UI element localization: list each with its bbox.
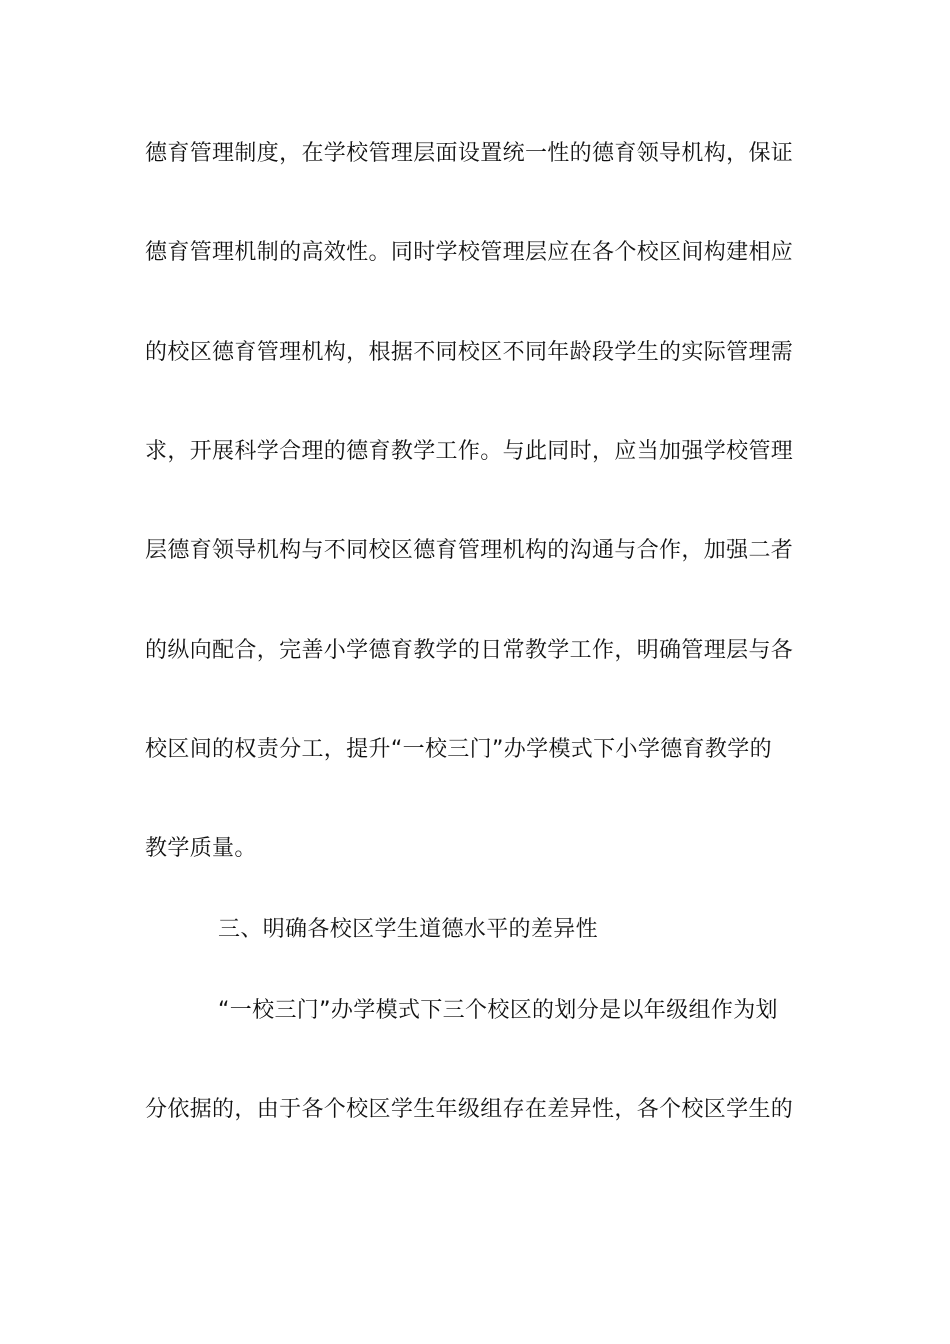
paragraph-1-line-1: 德育管理制度，在学校管理层面设置统一性的德育领导机构，保证 (145, 141, 794, 166)
paragraph-1-line-3: 的校区德育管理机构，根据不同校区不同年龄段学生的实际管理需 (145, 340, 794, 365)
paragraph-1-line-5: 层德育领导机构与不同校区德育管理机构的沟通与合作，加强二者 (145, 538, 794, 563)
paragraph-1-line-7: 校区间的权责分工，提升“一校三门”办学模式下小学德育教学的 (145, 737, 772, 762)
paragraph-1-line-6: 的纵向配合，完善小学德育教学的日常教学工作，明确管理层与各 (145, 638, 794, 663)
paragraph-2-line-2: 分依据的，由于各个校区学生年级组存在差异性，各个校区学生的 (145, 1097, 794, 1122)
paragraph-2-line-1: “一校三门”办学模式下三个校区的划分是以年级组作为划 (218, 998, 778, 1023)
paragraph-1-line-8: 教学质量。 (145, 836, 257, 861)
paragraph-1-line-2: 德育管理机制的高效性。同时学校管理层应在各个校区间构建相应 (145, 240, 794, 265)
section-heading: 三、明确各校区学生道德水平的差异性 (218, 917, 598, 942)
paragraph-1-line-4: 求，开展科学合理的德育教学工作。与此同时，应当加强学校管理 (145, 439, 794, 464)
